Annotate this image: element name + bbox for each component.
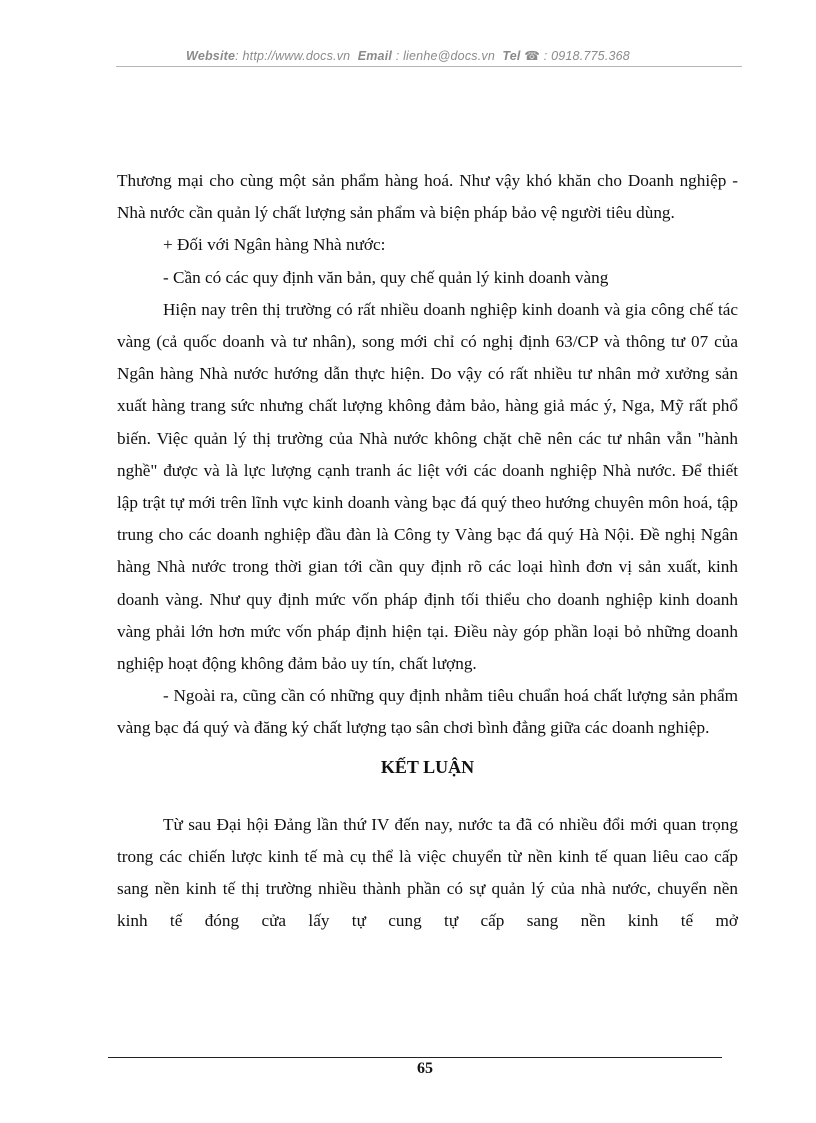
phone-icon: ☎ <box>524 49 541 63</box>
footer-divider <box>108 1057 722 1058</box>
page-header <box>0 48 816 63</box>
document-body <box>117 165 738 938</box>
paragraph-3: - Cần có các quy định văn bản, quy chế quản lý kinh doanh vàng <box>163 267 609 287</box>
website-value: : http://www.docs.vn <box>235 49 351 63</box>
paragraph-1: Thương mại cho cùng một sản phẩm hàng hoá. Như vậy khó khăn cho Doanh nghiệp - Nhà nước cần quản lý chất lượng sản phẩm và biện pháp bảo vệ người tiêu dùng. <box>117 171 738 223</box>
paragraph-4: Hiện nay trên thị trường có rất nhiều doanh nghiệp kinh doanh và gia công chế tác vàng (cả quốc doanh và tư nhân), song mới chỉ có nghị định 63/CP và thông tư 07 của Ngân hàng Nhà nước hướng dẫn thực hiện. Do vậy có rất nhiều tư nhân mở xưởng sản xuất hàng trang sức nhưng chất lượng không đảm bảo, hàng giả mác ý, Nga, Mỹ rất phổ biến. Việc quản lý thị trường của Nhà nước không chặt chẽ nên các tư nhân vẫn "hành nghề" được và là lực lượng cạnh tranh ác liệt với các doanh nghiệp Nhà nước. Để thiết lập trật tự mới trên lĩnh vực kinh doanh vàng bạc đá quý theo hướng chuyên môn hoá, tập trung cho các doanh nghiệp đầu đàn là Công ty Vàng bạc đá quý Hà Nội. Đề nghị Ngân hàng Nhà nước trong thời gian tới cần quy định rõ các loại hình đơn vị sản xuất, kinh doanh vàng. Như quy định mức vốn pháp định tối thiểu cho doanh nghiệp kinh doanh vàng phải lớn hơn mức vốn pháp định hiện tại. Điều này góp phần loại bỏ những doanh nghiệp hoạt động không đảm bảo uy tín, chất lượng. <box>117 299 738 674</box>
website-label: Website <box>186 49 236 63</box>
paragraph-5: - Ngoài ra, cũng cần có những quy định nhằm tiêu chuẩn hoá chất lượng sản phẩm vàng bạc đá quý và đăng ký chất lượng tạo sân chơi bình đẳng giữa các doanh nghiệp. <box>117 686 738 738</box>
page-number: 65 <box>417 1060 433 1077</box>
tel-value: : 0918.775.368 <box>543 49 630 63</box>
section-heading: KẾT LUẬN <box>380 756 475 777</box>
email-label: Email <box>357 49 393 63</box>
email-value: : lienhe@docs.vn <box>395 49 496 63</box>
tel-label: Tel <box>502 49 521 63</box>
paragraph-2: + Đối với Ngân hàng Nhà nước: <box>163 235 386 255</box>
paragraph-6: Từ sau Đại hội Đảng lần thứ IV đến nay, nước ta đã có nhiều đổi mới quan trọng trong các chiến lược kinh tế mà cụ thể là việc chuyển từ nền kinh tế quan liêu cao cấp sang nền kinh tế thị trường nhiều thành phần có sự quản lý của nhà nước, chuyển nền kinh tế đóng cửa lấy tự cung tự cấp sang nền kinh tế mở <box>117 814 738 931</box>
header-divider <box>116 66 742 67</box>
